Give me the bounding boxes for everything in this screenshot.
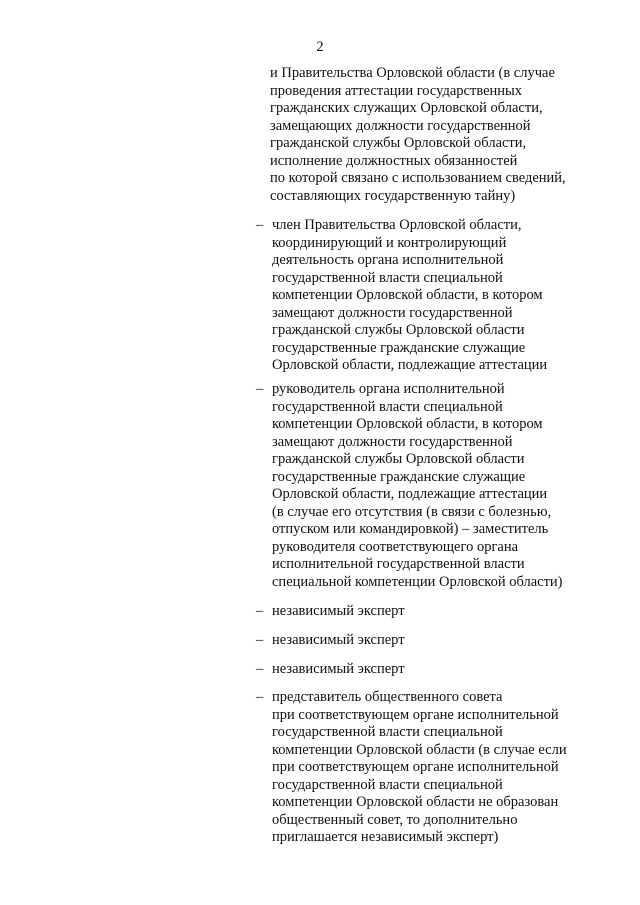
text-line: специальной компетенции Орловской области) xyxy=(272,573,563,590)
list-dash: – xyxy=(256,689,264,705)
text-line: независимый эксперт xyxy=(272,632,405,648)
text-line: замещают должности государственной xyxy=(272,433,513,450)
text-line: компетенции Орловской области не образован xyxy=(272,794,559,810)
text-line: отпуском или командировкой) – заместитель xyxy=(272,521,549,537)
text-line: гражданской службы Орловской области xyxy=(272,322,525,338)
text-line: замещающих должности государственной xyxy=(270,117,531,134)
intro-paragraph xyxy=(270,65,566,205)
text-line: исполнительной государственной власти xyxy=(272,556,525,572)
list-dash: – xyxy=(256,217,264,233)
page-number: 2 xyxy=(316,39,324,55)
text-line: компетенции Орловской области (в случае если xyxy=(272,741,567,758)
text-line: независимый эксперт xyxy=(272,661,405,677)
list-item-public-council-representative xyxy=(272,689,567,847)
text-line: государственной власти специальной xyxy=(272,398,503,415)
text-line: Орловской области, подлежащие аттестации xyxy=(272,486,548,502)
text-line: государственной власти специальной xyxy=(272,724,503,740)
text-line: руководитель органа исполнительной xyxy=(272,381,505,397)
text-line: координирующий и контролирующий xyxy=(272,234,507,251)
text-line: государственной власти специальной xyxy=(272,269,503,286)
text-line: государственные гражданские служащие xyxy=(272,468,526,485)
text-line: компетенции Орловской области, в котором xyxy=(272,416,543,432)
text-line: и Правительства Орловской области (в случае xyxy=(270,65,555,81)
text-line: руководителя соответствующего органа xyxy=(272,538,519,555)
text-line: гражданской службы Орловской области, xyxy=(270,135,527,151)
text-line: член Правительства Орловской области, xyxy=(272,217,522,233)
list-item-independent-expert xyxy=(272,632,405,650)
text-line: гражданской службы Орловской области xyxy=(272,451,525,467)
list-dash: – xyxy=(256,632,264,648)
text-line: при соответствующем органе исполнительной xyxy=(272,759,559,775)
list-dash: – xyxy=(256,603,264,619)
text-line: замещают должности государственной xyxy=(272,304,513,321)
text-line: проведения аттестации государственных xyxy=(270,82,523,99)
text-line: государственные гражданские служащие xyxy=(272,339,526,356)
text-line: общественный совет, то дополнительно xyxy=(272,811,518,828)
text-line: государственной власти специальной xyxy=(272,776,503,793)
text-line: исполнение должностных обязанностей xyxy=(270,152,518,169)
list-item-agency-head xyxy=(272,381,563,591)
list-item-independent-expert xyxy=(272,603,405,621)
text-line: по которой связано с использованием сведений, xyxy=(270,170,566,186)
text-line: (в случае его отсутствия (в связи с болезнью, xyxy=(272,503,552,520)
text-line: независимый эксперт xyxy=(272,603,405,619)
list-item-independent-expert xyxy=(272,661,405,679)
list-dash: – xyxy=(256,661,264,677)
list-item-government-member xyxy=(272,217,547,375)
text-line: представитель общественного совета xyxy=(272,689,503,705)
text-line: Орловской области, подлежащие аттестации xyxy=(272,357,548,373)
text-line: гражданских служащих Орловской области, xyxy=(270,100,543,116)
text-line: при соответствующем органе исполнительной xyxy=(272,706,559,723)
text-line: приглашается независимый эксперт) xyxy=(272,829,499,845)
text-line: составляющих государственную тайну) xyxy=(270,187,516,204)
text-line: компетенции Орловской области, в котором xyxy=(272,287,543,303)
text-line: деятельность органа исполнительной xyxy=(272,252,504,268)
list-dash: – xyxy=(256,381,264,397)
